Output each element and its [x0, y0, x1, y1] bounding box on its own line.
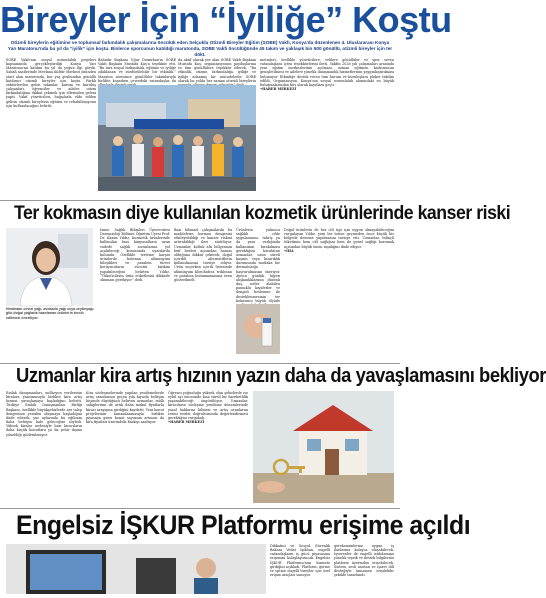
article2-col2-text: Bazı bilimsel çalışmalarda bu maddelerin hormon dengesini etkileyebildiği ve kanser riskini artırabildiği ileri sürülüyor. Uzmanlar, koltuk altı bölgesinin lenf bezleri açısından hassas olduğuna dikkat çekerek, doğal içerikli alternatiflerin kullanılmasını tavsiye ediyor. Ürün seçerken içerik listesinde alüminyum klorohidrat, triklosan ve paraben bulunmamasına özen gösterilmeli. — [174, 228, 232, 282]
article2-col4-text: Doğal ürünlerin de her cilt tipi için uygun olmayabileceğini vurgulayan Yıldız, yeni bir ürüne geçmeden önce küçük bir bölgede deneme yapılmasını tavsiye etti. Uzmanlar, bilinçli tüketimin hem cilt sağlığını hem de genel sağlığı korumak açısından büyük önem taşıdığını ifade ediyor. — [284, 228, 394, 249]
article1-column-2 — [98, 58, 176, 84]
marathon-runners-photo — [98, 85, 256, 191]
article3-byline: •HABER MERKEZİ — [168, 420, 205, 425]
article3-col2-text: Kira sözleşmelerinde yapılan yenilemelerde artış oranlarının geçen yıla kıyasla belirgin biçimde düştüğünü belirten uzmanlar, mülk sahiplerinin de artık daha makul fiyatlarla kiracı arayışına girdiğini kaydetti. Yeni konut projelerinin tamamlanmasıyla birlikte piyasaya giren konut sayısının artması da kira fiyatları üzerindeki baskıyı azaltıyor. — [86, 391, 164, 425]
lead-sobe-marathon: Otizmli bireylerin eğitimine ve toplumsal farkındalık çalışmalarına öncülük eden Selçuklu Otizmli Bireyler Eğitim (SOBE) Vakfı, Konya'da düzenlenen 4. Uluslararası Konya Yarı Maratonu'nda bu yıl da “iyilik” için koştu. Binlerce sporcunun katıldığı maratonda, SOBE Vakfı öncülüğünde 45 takım ve yaklaşık bin 500 gönüllü, otizmli bireyler için ter dökt. — [7, 40, 393, 57]
article3-col3-text: Öğrenci yoğunluğu yüksek olan şehirlerde ise eylül ayı öncesinde kısa süreli bir hareketlilik yaşanabileceği öngörülüyor. Uzmanlar, kiracıların sözleşme yenileme dönemlerinde yasal haklarını bilmesi ve artış oranlarını resmi veriler doğrultusunda değerlendirmesi gerektiğini vurguladı. — [168, 391, 248, 420]
house-keys-illustration — [253, 391, 394, 503]
section-divider — [0, 363, 400, 364]
headline-cosmetics-cancer: Ter kokmasın diye kullanılan kozmetik ürünlerinde kanser riski — [14, 203, 511, 224]
iskur-platform-illustration — [6, 544, 266, 594]
doctor-portrait-illustration — [6, 228, 93, 306]
article4-col1-text: Dikkatini ve Sosyal Güvenlik Bakanı Vedat Işıkhan, engelli vatandaşların iş gücü piyasasına erişimini kolaylaştıracak Engelsiz İŞKUR Platformu'nun hizmete girdiğini açıkladı. Platform, görme ve işitme engelli bireyler için özel erişim araçları sunuyor. — [270, 544, 330, 578]
article1-col3-text: da aktif olarak yer alan SOBE Vakfı Başkanı Mustafa Kuş, organizasyonun paydaşlarına ve tüm gönüllülere teşekkür ederek, “Bu etkinlik, otizme, farkındalığa, iyiliğe ve iyiliğe adanmış bir mücadeledir. SOBE olarak bu yolda her zaman otizmli bireylerin — [178, 58, 256, 83]
article1-column-1 — [6, 58, 96, 198]
doctor-photo-caption: Hindistan cevizi yağı, avokado yağı veya zeytinyağı gibi doğal yağlarla hazırlanan ürünlerin tercih edilmesi öneriliyor. — [6, 307, 94, 320]
article1-byline: •HABER MERKEZİ — [260, 87, 297, 92]
section-divider — [0, 200, 400, 201]
section-divider — [0, 508, 400, 509]
marathon-photo-illustration — [98, 85, 256, 191]
article3-column-2 — [86, 391, 164, 505]
article1-column-4 — [260, 58, 394, 198]
article2-column-3 — [236, 228, 280, 302]
article2-byline: •İHA — [284, 248, 294, 253]
deodorant-spray-illustration — [236, 304, 280, 354]
headline-iskur-platform: Engelsiz İŞKUR Platformu erişime açıldı — [16, 510, 471, 540]
article4-col2-text: gereksinimlerine uygun iş ilanlarına kolayca ulaşabilecek. İşverenler de engelli istihdamına yönelik teşvik ve destek bilgilerine platform üzerinden erişebilecek. Sistem, sesli asistan ve işaret dili desteğiyle tamamen erişilebilir şekilde tasarlandı. — [334, 544, 394, 578]
article1-column-3 — [178, 58, 256, 84]
article2-col3-text: Ürünlerin yalnızca sağlıklı cilde uygulanması, tahriş ya da yara varlığında kullanımın bırakılması gerektiğini hatırlatan uzmanlar, uzun süreli kaşıntı veya kızarıklık durumunda mutlaka bir dermatoloğa başvurulmasını öneriyor. Ayrıca günlük hijyen alışkanlıklarının düzenli duş, nefes alabilen pamuklu kıyafetler ve dengeli beslenme ile desteklenmesinin ter kokusunu büyük ölçüde — [236, 228, 280, 303]
article3-col1-text: Emlak danışmanları, enflasyon verilerinin kiralara yansımasıyla birlikte kira artış hızının yavaşlamaya başladığını belirtti. Türkiye Emlak Danışmanları Birliği Başkanı, özellikle büyükşehirlerde arz talep dengesinin yeniden oluşmaya başladığını ifade ederek, yaz aylarında bu eğilimin daha belirgin hale geleceğini söyledi. Yüksek kiralar nedeniyle bazı kiracıların daha küçük konutlara ya da şehir dışına yöneldiği gözlemleniyor. — [6, 391, 82, 437]
article2-column-1 — [100, 228, 170, 362]
house-keys-photo — [253, 391, 394, 503]
article3-column-1 — [6, 391, 82, 505]
headline-rent-increase: Uzmanlar kira artış hızının yazın daha da yavaşlamasını bekliyor — [16, 365, 546, 387]
article2-column-2 — [174, 228, 232, 362]
article2-column-4 — [284, 228, 394, 362]
article4-column-1 — [270, 544, 330, 594]
article1-col4-text: metinleri, özellikle yöneticilere, velilere gönüllüler ve spor seven vatandaşlara içten teşekkürlerini iletti. Vakfın 2026 yılı çalışmaları arasında yeni eğitim merkezlerinin açılması, uzman eğitmen kadrosunun genişletilmesi ve ailelere yönelik danışmanlık hizmetlerinin yaygınlaştırılması bulunuyor. Etkinliğe destek veren tüm kurum ve kuruluşlara plaket takdim edildi. Organizasyon, Konya'nın sosyal sorumluluk alanındaki en büyük buluşmalarından biri olarak kayıtlara geçti. — [260, 58, 394, 87]
article1-col2-text: Bahadır Başkanı Uğur Demirkan'ın SOBE Vakfı Başkanı Mustafa Kuş'a teşekkür etti. “Bu tarz sosyal farkındalık, eğitime ve iyiliğe odaklanan ve sürdürülebilir bir etkinlik.” Maraton süresince gönüllüler takımlarıyla birlikte koşarken çevredeki vatandaşlar da — [98, 58, 176, 83]
article4-column-2 — [334, 544, 394, 594]
article3-column-3 — [168, 391, 248, 505]
article1-col1-text: SOBE Vakfı'nın sosyal sorumluluk projeleri kapsamında gerçekleştirdiği Konya Yarı Maratonu'na katılım bu yıl da yoğun ilgi gördü. Sabah saatlerinde Mevlana Kültür Merkezi önünden start alan maratonda, her yaş grubundan gönüllü katılımcı otizmli bireyler için koştu. Farklı sektörlerden gelen takımlar, kurum ve kuruluş çalışanları, öğrenciler ve aileler otizm farkındalığına dikkat çekmek için ellerinden geleni yaptı. Vakıf yöneticileri, bağışlarla elde edilen gelirin otizmli bireylerin eğitimi ve rehabilitasyonu için kullanılacağını belirtti. — [6, 58, 96, 108]
doctor-portrait-photo — [6, 228, 93, 306]
article2-col1-text: İzmir, Sağlık Bilimleri Üniversitesi Dermatoloji Bölümü Öğretim Üyesi Prof. Dr. Kazım Yıldız, kozmetik ürünlerinde kullanılan bazı kimyasalların uzun vadede sağlık sorunlarına yol açabileceği konusunda uyarılarda bulundu. Özellikle terleme karşıtı ürünlerde bulunan alüminyum bileşikleri ve paraben türevi koruyucuların vücutta birikim yapabileceğini belirten Yıldız, “Tüketicilerin ürün etiketlerini dikkatle okuması gerekiyor” dedi. — [100, 228, 170, 282]
deodorant-spray-photo — [236, 304, 280, 354]
iskur-platform-photo — [6, 544, 266, 594]
headline-sobe-marathon: Bireyler İçin “İyiliğe” Koştu — [0, 0, 452, 40]
